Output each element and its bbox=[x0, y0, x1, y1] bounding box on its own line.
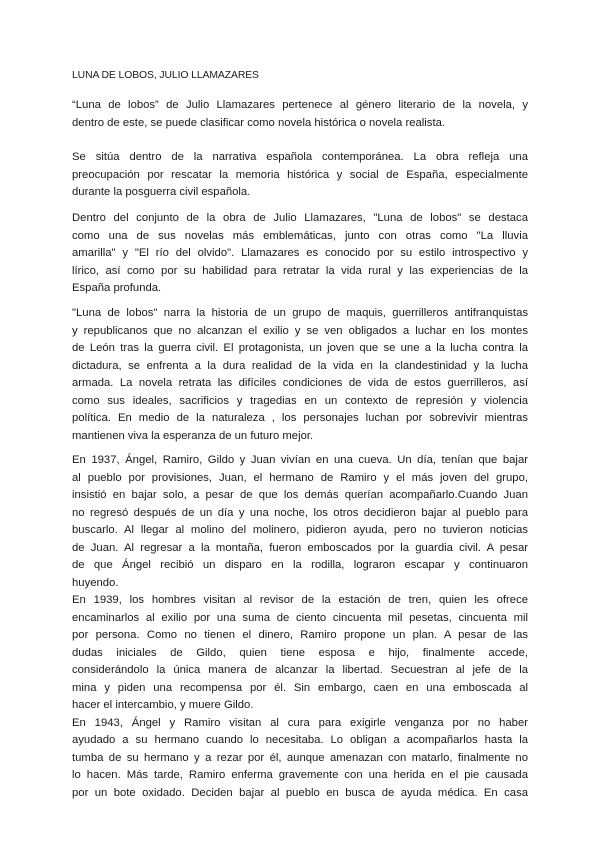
paragraph-author-work bbox=[72, 210, 528, 298]
text-line: armada. La novela retrata las difíciles condiciones de vida de estos guerrilleros, así bbox=[72, 377, 528, 389]
text-line: “Luna de lobos” de Julio Llamazares pertenece al género literario de la novela, y bbox=[72, 99, 528, 111]
text-line: mantienen viva la esperanza de un futuro mejor. bbox=[72, 429, 314, 442]
text-line: ayudado a su hermano cuando lo necesitaba. Lo obligan a acompañarlos hasta la bbox=[72, 734, 528, 746]
text-line: y republicanos que no alcanzan el exilio y se ven obligados a luchar en los montes bbox=[72, 324, 528, 337]
text-line: de León tras la guerra civil. El protagonista, un joven que se une a la lucha contra la bbox=[72, 342, 528, 354]
text-line: lo hacen. Más tarde, Ramiro enferma gravemente con una herida en el pie causada bbox=[72, 769, 528, 781]
text-line: encaminarlos al exilio por una suma de ciento cincuenta mil pesetas, cincuenta mil bbox=[72, 611, 528, 624]
text-line: dentro de este, se puede clasificar como novela histórica o novela realista. bbox=[72, 116, 446, 129]
text-line: lírico, así como por su habilidad para retratar la vida rural y las experiencias de la bbox=[72, 264, 528, 277]
text-line: dictadura, se enfrenta a la dura realidad de la vida en la clandestinidad y la lucha bbox=[72, 359, 528, 372]
text-line: buscarlo. Al llegar al molino del molinero, pidieron ayuda, pero no tuvieron noticias bbox=[72, 524, 528, 536]
text-line: considerándolo la única manera de alcanzar la libertad. Secuestran al jefe de la bbox=[72, 664, 528, 676]
paragraph-plot bbox=[72, 452, 528, 802]
text-line: política. En medio de la naturaleza , los personajes luchan por sobrevivir mientras bbox=[72, 412, 528, 424]
text-line: por un bote oxidado. Deciden bajar al pueblo en busca de ayuda médica. En casa bbox=[72, 786, 528, 799]
document-title: LUNA DE LOBOS, JULIO LLAMAZARES bbox=[72, 70, 259, 81]
paragraph-synopsis bbox=[72, 305, 528, 445]
text-line: por persona. Como no tienen el dinero, Ramiro propone un plan. A pesar de las bbox=[72, 629, 528, 641]
text-line: dudas iniciales de Gildo, quien tiene esposa e hijo, finalmente accede, bbox=[72, 646, 528, 659]
text-line: preocupación por rescatar la memoria histórica y social de España, especialmente bbox=[72, 168, 528, 181]
text-line: hacer el intercambio, y muere Gildo. bbox=[72, 699, 254, 711]
text-line: Dentro del conjunto de la obra de Julio Llamazares, "Luna de lobos" se destaca bbox=[72, 212, 528, 224]
text-line: durante la posguerra civil española. bbox=[72, 186, 251, 198]
text-line: En 1943, Ángel y Ramiro visitan al cura para exigirle venganza por no haber bbox=[72, 716, 528, 729]
text-line: como una de sus novelas más emblemáticas, junto con otras como "La lluvia bbox=[72, 229, 528, 242]
text-line: insistió en bajar solo, a pesar de que los demás querían acompañarlo.Cuando Juan bbox=[72, 489, 528, 501]
text-line: de que Ángel recibió un disparo en la rodilla, lograron escapar y continuaron bbox=[72, 559, 528, 571]
text-line: de Juan. Al regresar a la montaña, fueron emboscados por la guardia civil. A pesar bbox=[72, 541, 528, 554]
paragraph-context bbox=[72, 149, 528, 202]
text-line: España profunda. bbox=[72, 282, 162, 294]
text-line: huyendo. bbox=[72, 576, 119, 589]
text-line: como sus ideales, sacrificios y tragedias en un contexto de represión y violencia bbox=[72, 394, 528, 407]
text-line: tumba de su hermano y a rezar por él, aunque amenazan con matarlo, finalmente no bbox=[72, 751, 528, 764]
text-line: En 1937, Ángel, Ramiro, Gildo y Juan vivían en una cueva. Un día, tenían que bajar bbox=[72, 454, 528, 466]
text-line: mina y piden una recompensa por él. Sin embargo, caen en una emboscada al bbox=[72, 681, 528, 694]
text-line: no regresó después de un día y una noche, los otros decidieron bajar al pueblo para bbox=[72, 506, 528, 519]
paragraph-genre bbox=[72, 97, 528, 132]
text-line: "Luna de lobos" narra la historia de un grupo de maquis, guerrilleros antifranquistas bbox=[72, 307, 528, 319]
text-line: En 1939, los hombres visitan al revisor de la estación de tren, quien les ofrece bbox=[72, 594, 528, 606]
text-line: Se sitúa dentro de la narrativa española contemporánea. La obra refleja una bbox=[72, 151, 528, 163]
text-line: al pueblo por provisiones, Juan, el hermano de Ramiro y el más joven del grupo, bbox=[72, 471, 528, 484]
text-line: amarilla" y "El río del olvido". Llamazares es conocido por su estilo introspectivo y bbox=[72, 247, 528, 259]
